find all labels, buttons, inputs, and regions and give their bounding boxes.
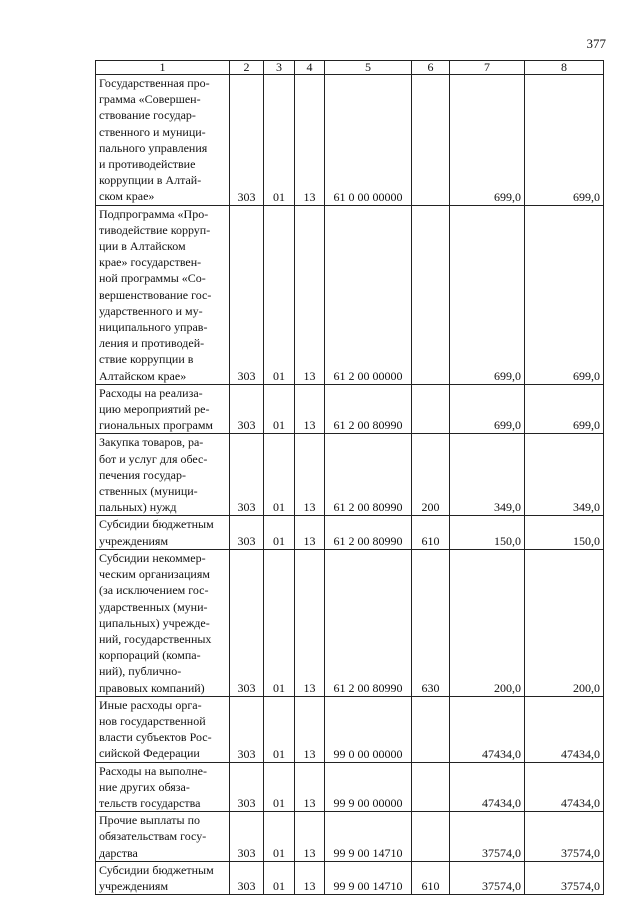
subsection-code-cell: 13 <box>295 762 325 812</box>
department-code-cell: 303 <box>230 434 264 516</box>
section-code-cell: 01 <box>264 812 295 862</box>
row-name-cell: Расходы на реализа- цию мероприятий ре- гиональных программ <box>96 384 230 434</box>
expense-type-cell <box>412 812 450 862</box>
section-code-cell: 01 <box>264 762 295 812</box>
subsection-code-cell: 13 <box>295 516 325 549</box>
amount-col7-cell: 37574,0 <box>450 812 525 862</box>
table-row <box>96 516 604 549</box>
column-header: 2 <box>230 61 264 75</box>
department-code-cell: 303 <box>230 861 264 894</box>
row-name-cell: Закупка товаров, ра- бот и услуг для обес- печения государ- ственных (муници- пальных) нужд <box>96 434 230 516</box>
page-number: 377 <box>586 36 606 51</box>
expense-type-cell <box>412 75 450 206</box>
table-header-row <box>96 61 604 75</box>
expense-type-cell: 610 <box>412 861 450 894</box>
amount-col8-cell: 37574,0 <box>525 861 604 894</box>
section-code-cell: 01 <box>264 384 295 434</box>
column-header: 3 <box>264 61 295 75</box>
amount-col8-cell: 699,0 <box>525 75 604 206</box>
column-header: 6 <box>412 61 450 75</box>
section-code-cell: 01 <box>264 205 295 384</box>
section-code-cell: 01 <box>264 516 295 549</box>
amount-col8-cell: 47434,0 <box>525 696 604 762</box>
subsection-code-cell: 13 <box>295 549 325 696</box>
row-name-cell: Государственная про- грамма «Совершен- ствование государ- ственного и муници- пального управления и противодействие коррупции в Алтай- ском крае» <box>96 75 230 206</box>
table-row <box>96 762 604 812</box>
amount-col8-cell: 699,0 <box>525 384 604 434</box>
section-code-cell: 01 <box>264 75 295 206</box>
target-article-cell: 99 9 00 14710 <box>325 861 412 894</box>
budget-table <box>95 60 604 895</box>
target-article-cell: 61 2 00 80990 <box>325 549 412 696</box>
target-article-cell: 99 9 00 00000 <box>325 762 412 812</box>
column-header: 5 <box>325 61 412 75</box>
table-row <box>96 549 604 696</box>
amount-col8-cell: 47434,0 <box>525 762 604 812</box>
department-code-cell: 303 <box>230 75 264 206</box>
column-header: 8 <box>525 61 604 75</box>
table-row <box>96 696 604 762</box>
expense-type-cell <box>412 384 450 434</box>
subsection-code-cell: 13 <box>295 696 325 762</box>
table-row <box>96 75 604 206</box>
expense-type-cell: 610 <box>412 516 450 549</box>
target-article-cell: 61 0 00 00000 <box>325 75 412 206</box>
department-code-cell: 303 <box>230 516 264 549</box>
section-code-cell: 01 <box>264 434 295 516</box>
row-name-cell: Субсидии бюджетным учреждениям <box>96 861 230 894</box>
amount-col7-cell: 349,0 <box>450 434 525 516</box>
department-code-cell: 303 <box>230 762 264 812</box>
amount-col8-cell: 200,0 <box>525 549 604 696</box>
column-header: 1 <box>96 61 230 75</box>
amount-col7-cell: 47434,0 <box>450 696 525 762</box>
subsection-code-cell: 13 <box>295 75 325 206</box>
expense-type-cell: 630 <box>412 549 450 696</box>
table-row <box>96 434 604 516</box>
amount-col7-cell: 47434,0 <box>450 762 525 812</box>
target-article-cell: 61 2 00 80990 <box>325 384 412 434</box>
target-article-cell: 99 0 00 00000 <box>325 696 412 762</box>
target-article-cell: 61 2 00 80990 <box>325 516 412 549</box>
section-code-cell: 01 <box>264 861 295 894</box>
department-code-cell: 303 <box>230 549 264 696</box>
target-article-cell: 99 9 00 14710 <box>325 812 412 862</box>
target-article-cell: 61 2 00 80990 <box>325 434 412 516</box>
amount-col8-cell: 150,0 <box>525 516 604 549</box>
subsection-code-cell: 13 <box>295 434 325 516</box>
amount-col7-cell: 37574,0 <box>450 861 525 894</box>
row-name-cell: Субсидии некоммер- ческим организациям (за исключением гос- ударственных (муни- ципальных) учрежде- ний, государственных корпораций (компа- ний), публично- правовых компаний) <box>96 549 230 696</box>
row-name-cell: Иные расходы орга- нов государственной власти субъектов Рос- сийской Федерации <box>96 696 230 762</box>
column-header: 4 <box>295 61 325 75</box>
table-row <box>96 205 604 384</box>
department-code-cell: 303 <box>230 205 264 384</box>
row-name-cell: Расходы на выполне- ние других обяза- тельств государства <box>96 762 230 812</box>
expense-type-cell <box>412 762 450 812</box>
expense-type-cell: 200 <box>412 434 450 516</box>
amount-col8-cell: 349,0 <box>525 434 604 516</box>
subsection-code-cell: 13 <box>295 812 325 862</box>
row-name-cell: Прочие выплаты по обязательствам госу- дарства <box>96 812 230 862</box>
section-code-cell: 01 <box>264 696 295 762</box>
amount-col8-cell: 699,0 <box>525 205 604 384</box>
amount-col7-cell: 699,0 <box>450 75 525 206</box>
subsection-code-cell: 13 <box>295 384 325 434</box>
table-row <box>96 384 604 434</box>
expense-type-cell <box>412 696 450 762</box>
expense-type-cell <box>412 205 450 384</box>
amount-col7-cell: 699,0 <box>450 384 525 434</box>
target-article-cell: 61 2 00 00000 <box>325 205 412 384</box>
subsection-code-cell: 13 <box>295 205 325 384</box>
row-name-cell: Подпрограмма «Про- тиводействие корруп- ции в Алтайском крае» государствен- ной программы «Со- вершенствование гос- ударственного и му- ниципального управ- ления и противодей- ствие коррупции в Алтайском крае» <box>96 205 230 384</box>
subsection-code-cell: 13 <box>295 861 325 894</box>
table-row <box>96 812 604 862</box>
amount-col7-cell: 200,0 <box>450 549 525 696</box>
table-body <box>96 75 604 895</box>
department-code-cell: 303 <box>230 696 264 762</box>
row-name-cell: Субсидии бюджетным учреждениям <box>96 516 230 549</box>
department-code-cell: 303 <box>230 812 264 862</box>
column-header: 7 <box>450 61 525 75</box>
department-code-cell: 303 <box>230 384 264 434</box>
section-code-cell: 01 <box>264 549 295 696</box>
amount-col8-cell: 37574,0 <box>525 812 604 862</box>
amount-col7-cell: 150,0 <box>450 516 525 549</box>
table-row <box>96 861 604 894</box>
amount-col7-cell: 699,0 <box>450 205 525 384</box>
